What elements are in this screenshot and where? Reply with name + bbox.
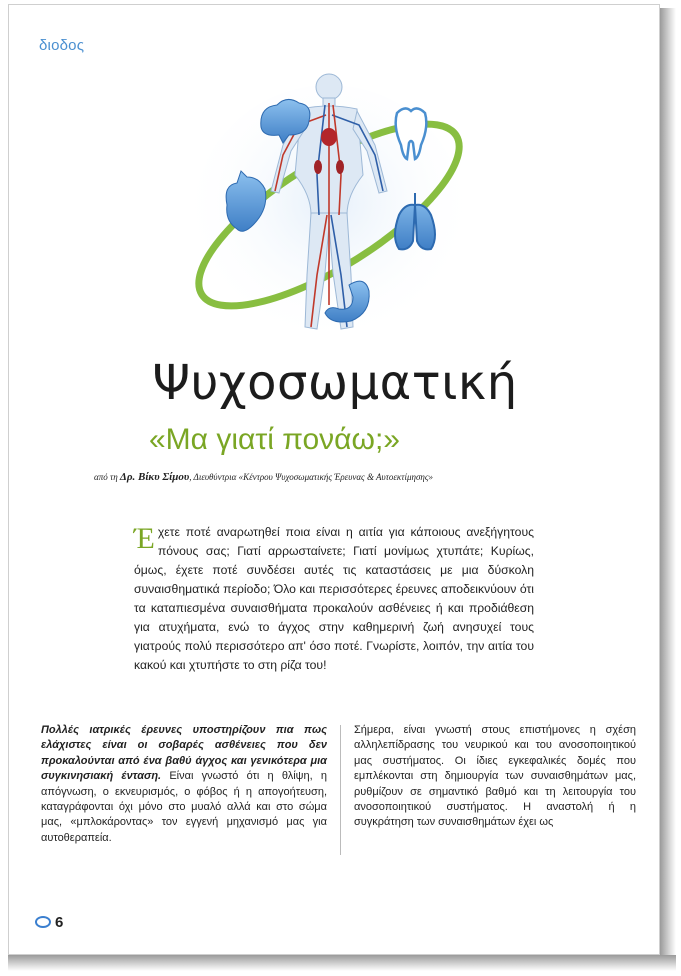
page-number: 6 <box>55 913 64 931</box>
column-right <box>354 723 636 831</box>
intro-paragraph <box>134 523 534 675</box>
byline-author: Δρ. Βίκυ Σίμου <box>119 471 190 483</box>
column-left-body: Είναι γνωστό ότι η θλίψη, η απόγνωση, ο εκνευρισμός, ο φόβος ή η απογοήτευση, καταγράφονται όχι μόνο στο μυαλό αλλά και στο σώμα μας, «μπλοκάροντας» τον εγγενή μηχανισμό μας για αυτοθεραπεία. <box>41 770 327 844</box>
column-left <box>41 723 327 846</box>
page-shadow-right <box>660 8 676 966</box>
body-organs-illustration <box>179 65 479 365</box>
column-right-body: Σήμερα, είναι γνωστή στους επιστήμονες η σχέση αλληλεπίδρασης του νευρικού και του ανοσοποιητικού μας συστήματος. Οι ίδιες εγκεφαλικές δομές που εμπλέκονται στη δημιουργία των συναισθημάτων μας, ρυθμίζουν σε σημαντικό βαθμό και τη λειτουργία του ανοσοποιητικού συστήματος. Η αναστολή ή η συγκράτηση των συναισθημάτων έχει ως <box>354 724 636 829</box>
page-folio <box>35 911 63 933</box>
byline <box>94 471 614 483</box>
article-subtitle: «Μα γιατί πονάω;» <box>149 423 400 456</box>
drop-cap: Έ <box>134 522 155 555</box>
heart-shape <box>321 128 337 146</box>
intro-text: χετε ποτέ αναρωτηθεί ποια είναι η αιτία για κάποιους ανεξήγητους πόνους σας; Γιατί αρρωσταίνετε; Γιατί μονίμως χτυπάτε; Κυρίως, όμως, έχετε ποτέ συνδέσει αυτές τις καταστάσεις με μια δύσκολη συναισθηματικά περίοδο; Όλο και περισσότερες έρευνες αποδεικνύουν ότι τα καταπιεσμένα συναισθήματα προκαλούν ασθένειες ή και προδιάθεση για ατυχήματα, ενώ το άγχος στην καθημερινή ζωή ανησυχεί τους γιατρούς πολύ περισσότερο απ' όσο ποτέ. Γνωρίστε, λοιπόν, την αιτία του κακού και χτυπήστε το στη ρίζα του! <box>134 525 534 672</box>
kidney-left <box>314 160 322 174</box>
section-label: διοδος <box>39 37 85 54</box>
kidney-right <box>336 160 344 174</box>
magazine-page <box>8 4 660 955</box>
byline-role: , Διευθύντρια «Κέντρου Ψυχοσωματικής Έρευνας & Αυτοεκτίμησης» <box>189 472 434 482</box>
column-divider <box>340 725 341 855</box>
page-shadow-bottom <box>8 955 676 971</box>
folio-ring-icon <box>35 916 51 928</box>
article-title: Ψυχοσωματική <box>152 355 518 411</box>
column-left-lead: Πολλές ιατρικές έρευνες υποστηρίζουν πια πως ελάχιστες είναι οι σοβαρές ασθένειες που δεν προκαλούνται από ένα βαθύ άγχος και γενικότερα μια συγκινησιακή ένταση. <box>41 724 327 783</box>
byline-prefix: από τη <box>94 472 118 482</box>
